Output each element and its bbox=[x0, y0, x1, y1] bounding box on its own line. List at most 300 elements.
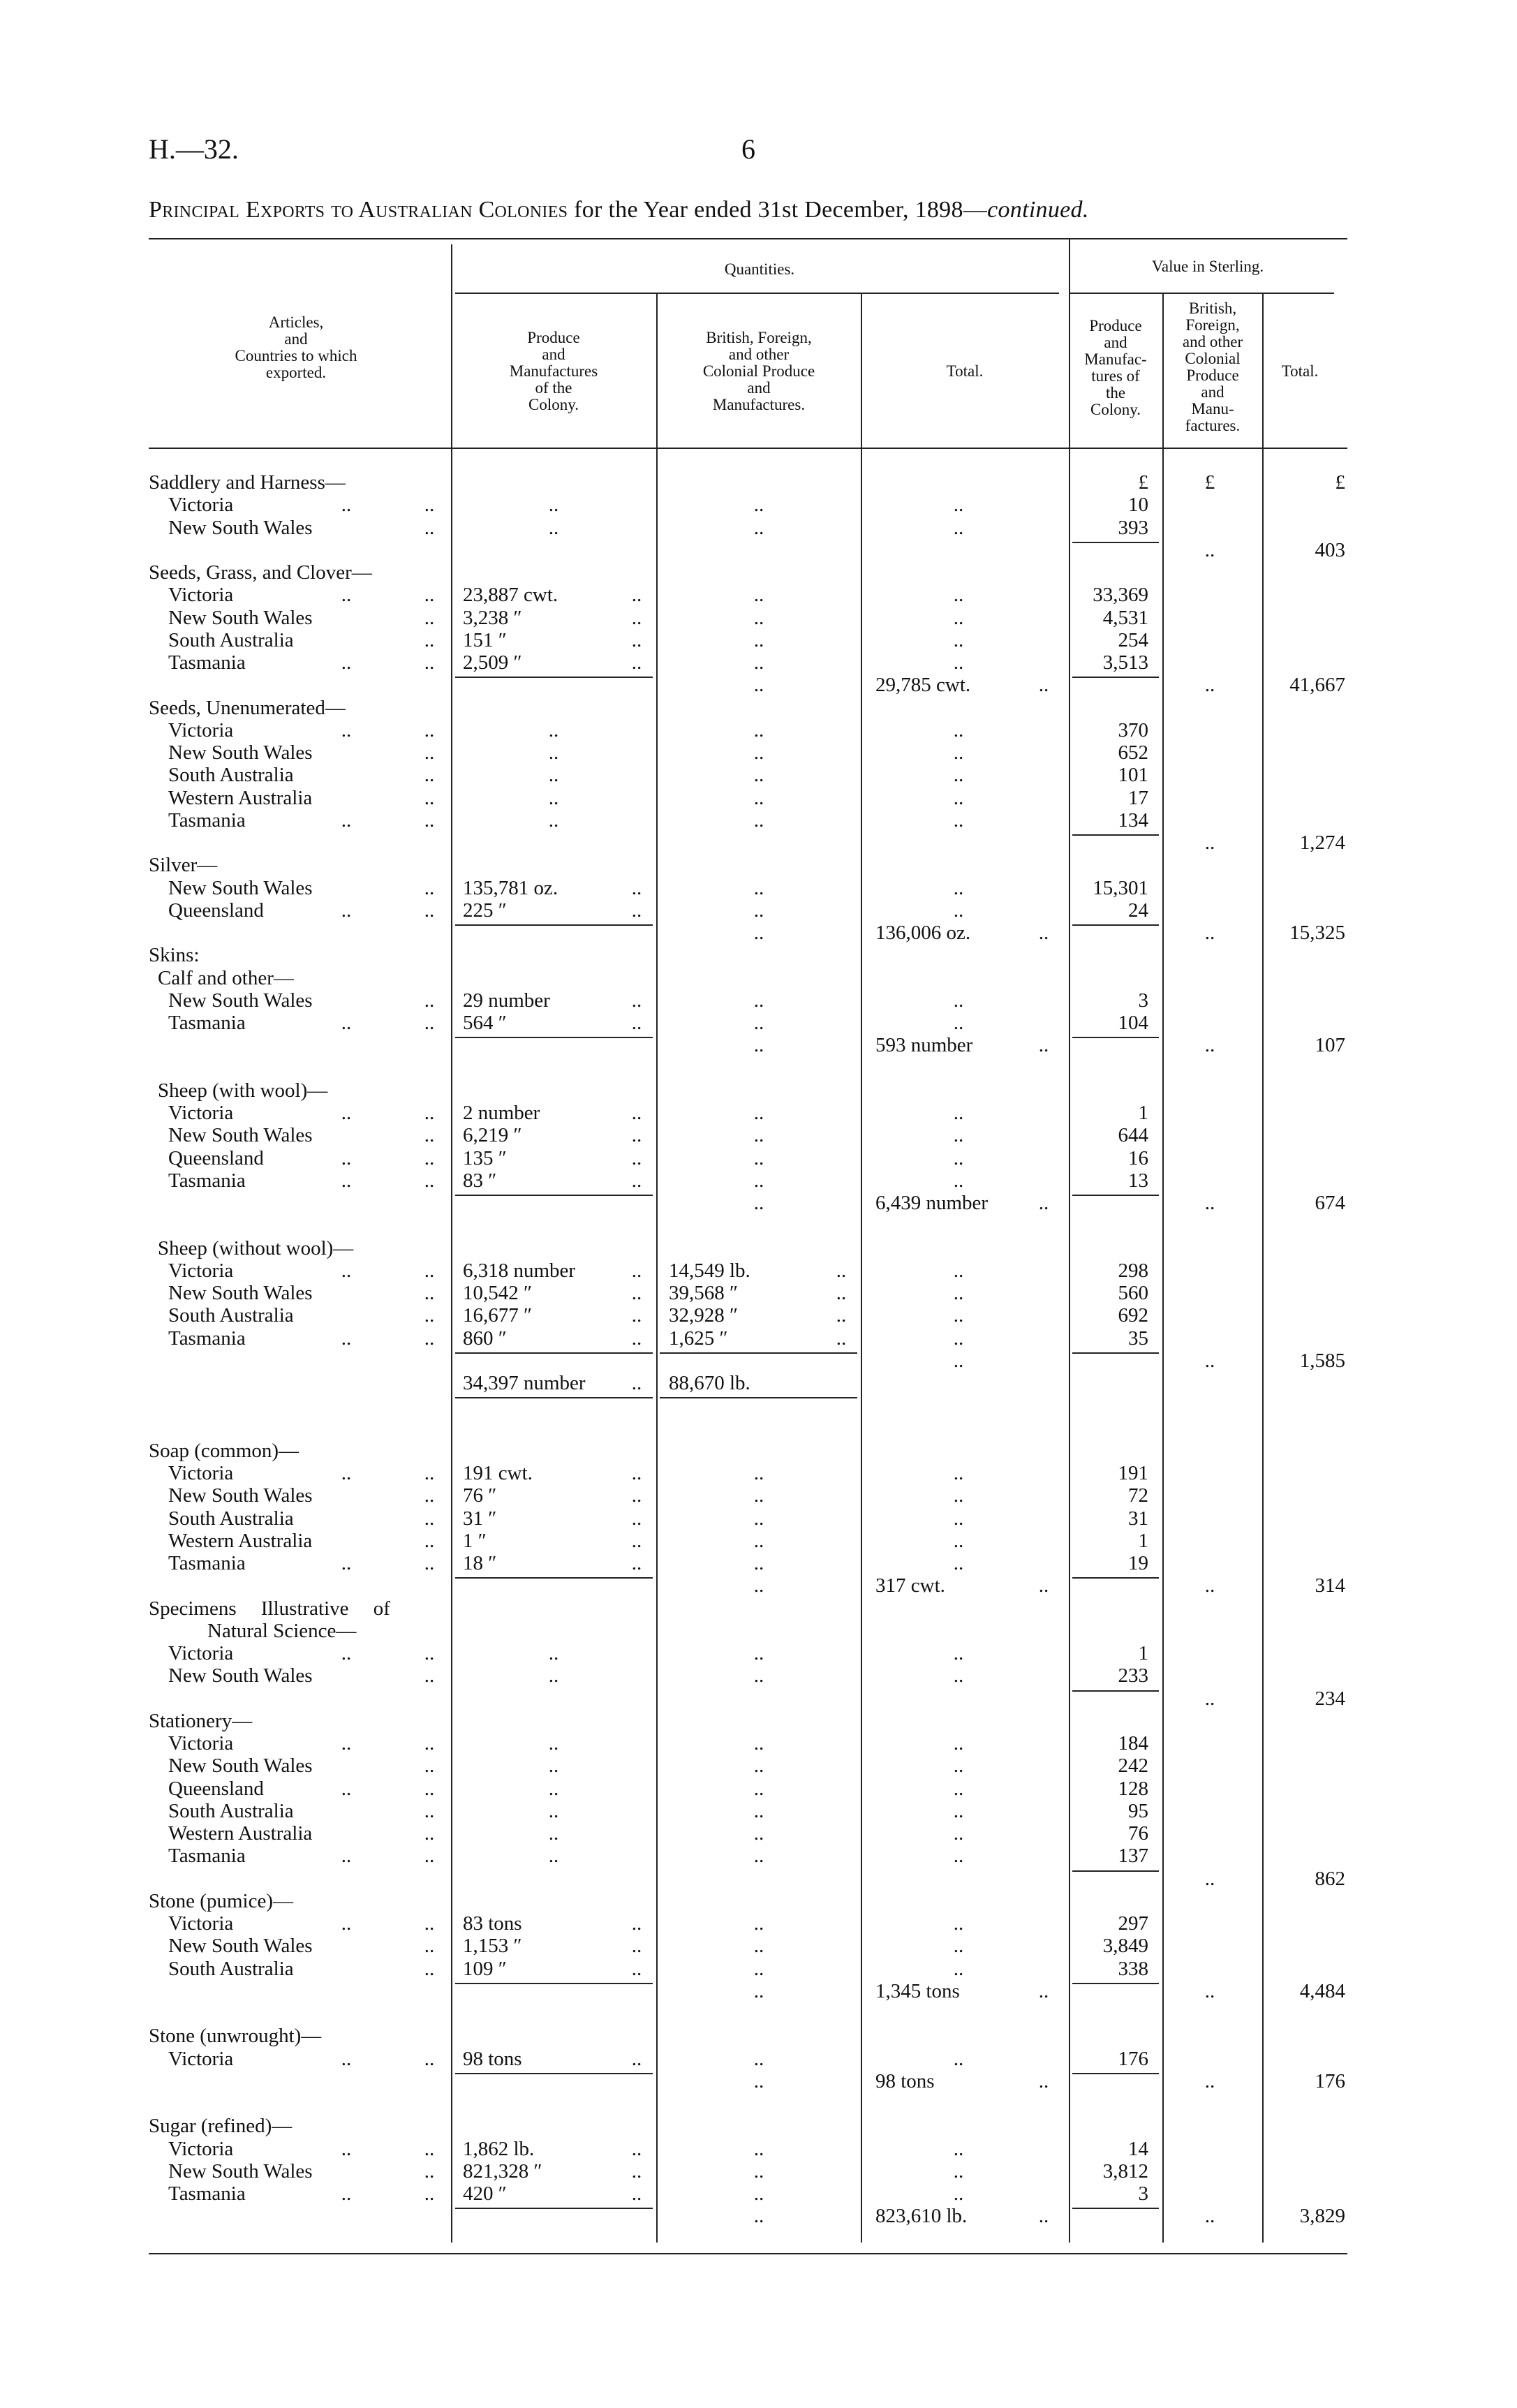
leader-dots: .. bbox=[1038, 1574, 1049, 1597]
leader-dots: .. bbox=[424, 628, 435, 651]
leader-dots: .. bbox=[424, 1146, 435, 1169]
row-label: Soap (common)— bbox=[149, 1439, 299, 1462]
value-produce-cell: 3 bbox=[1138, 2182, 1148, 2205]
value-produce-cell: 176 bbox=[1118, 2047, 1148, 2070]
leader-dots: .. bbox=[341, 1146, 352, 1169]
table-row bbox=[0, 2115, 1517, 2137]
leader-dots: .. bbox=[424, 1484, 435, 1507]
table-row bbox=[0, 1102, 1517, 1124]
leader-dots: .. bbox=[424, 989, 435, 1012]
subtotal-rule bbox=[1072, 834, 1159, 836]
table-row bbox=[0, 854, 1517, 876]
qty-produce-cell: 10,542 ″ bbox=[463, 1282, 533, 1304]
qty-total-cell: .. bbox=[953, 876, 964, 899]
row-label: Western Australia bbox=[168, 1822, 313, 1845]
row-label: Victoria bbox=[168, 1462, 234, 1484]
table-row bbox=[0, 719, 1517, 741]
qty-british-cell: .. bbox=[753, 1169, 764, 1192]
qty-total-cell: .. bbox=[953, 628, 964, 651]
row-label: South Australia bbox=[168, 628, 294, 651]
qty-british-cell: .. bbox=[753, 1845, 764, 1868]
value-produce-cell: 137 bbox=[1118, 1845, 1148, 1868]
leader-dots: .. bbox=[424, 1552, 435, 1574]
table-row bbox=[0, 1124, 1517, 1146]
subtotal-rule bbox=[455, 1037, 653, 1038]
leader-dots: .. bbox=[424, 786, 435, 809]
table-row bbox=[0, 697, 1517, 719]
row-label: New South Wales bbox=[168, 606, 313, 629]
table-row bbox=[0, 809, 1517, 832]
leader-dots: .. bbox=[836, 1259, 847, 1282]
leader-dots: .. bbox=[631, 1282, 642, 1304]
qty-produce-cell: 225 ″ bbox=[463, 899, 507, 922]
qty-british-cell: .. bbox=[753, 1732, 764, 1755]
qty-british-cell: .. bbox=[753, 1102, 764, 1124]
value-british-cell: £ bbox=[1204, 471, 1215, 494]
value-total-cell: 674 bbox=[1315, 1192, 1345, 1214]
subtotal-rule bbox=[1072, 2208, 1159, 2209]
value-british-cell: .. bbox=[1204, 1867, 1215, 1890]
qty-produce-cell: 1 ″ bbox=[463, 1529, 487, 1552]
subtotal-rule bbox=[1072, 2073, 1159, 2074]
row-label: New South Wales bbox=[168, 1935, 313, 1958]
table-row bbox=[0, 1507, 1517, 1530]
table-total-row bbox=[0, 2092, 1517, 2115]
qty-british-cell: .. bbox=[753, 1574, 764, 1597]
row-label: Queensland bbox=[168, 1777, 264, 1800]
table-row bbox=[0, 494, 1517, 516]
leader-dots: .. bbox=[341, 1327, 352, 1350]
leader-dots: .. bbox=[631, 651, 642, 674]
table-row bbox=[0, 1710, 1517, 1732]
qty-total-cell: 317 cwt. bbox=[875, 1574, 945, 1597]
qty-total-cell: .. bbox=[953, 989, 964, 1012]
value-produce-cell: 128 bbox=[1118, 1777, 1148, 1800]
leader-dots: .. bbox=[424, 1777, 435, 1800]
leader-dots: .. bbox=[341, 718, 352, 741]
qty-total-cell: 593 number bbox=[875, 1034, 973, 1057]
qty-total-cell: .. bbox=[953, 1642, 964, 1664]
leader-dots: .. bbox=[1038, 2205, 1049, 2228]
qty-total-cell: .. bbox=[953, 2137, 964, 2160]
row-label: Seeds, Unenumerated— bbox=[149, 696, 346, 719]
leader-dots: .. bbox=[424, 1124, 435, 1147]
qty-produce-cell: 191 cwt. bbox=[463, 1462, 533, 1484]
leader-dots: .. bbox=[341, 1912, 352, 1935]
subtotal-rule bbox=[660, 1352, 857, 1354]
value-produce-cell: 1 bbox=[1138, 1102, 1148, 1124]
row-label: Silver— bbox=[149, 854, 218, 877]
qty-total-cell: .. bbox=[953, 1957, 964, 1980]
qty-british-cell: .. bbox=[753, 1124, 764, 1147]
qty-total-cell: .. bbox=[953, 1732, 964, 1755]
leader-dots: .. bbox=[424, 718, 435, 741]
header-quantities: Quantities. bbox=[724, 260, 795, 278]
qty-british-cell: .. bbox=[753, 1642, 764, 1664]
row-label: Stationery— bbox=[149, 1709, 253, 1732]
leader-dots: .. bbox=[1038, 1034, 1049, 1057]
qty-total-cell: .. bbox=[953, 1935, 964, 1958]
table-total-row bbox=[0, 1350, 1517, 1372]
qty-british-cell: .. bbox=[753, 718, 764, 741]
row-label: Tasmania bbox=[168, 1845, 246, 1868]
value-rule bbox=[1069, 293, 1334, 294]
subtotal-rule bbox=[1072, 677, 1159, 678]
qty-produce-cell: 76 ″ bbox=[463, 1484, 497, 1507]
subtotal-rule bbox=[1072, 1352, 1159, 1354]
table-row bbox=[0, 1890, 1517, 1912]
table-row bbox=[0, 1935, 1517, 1957]
table-total-row bbox=[0, 674, 1517, 696]
qty-total-cell: .. bbox=[953, 1102, 964, 1124]
leader-dots: .. bbox=[341, 584, 352, 607]
table-total-row bbox=[0, 2070, 1517, 2092]
row-label: Victoria bbox=[168, 1642, 234, 1664]
leader-dots: .. bbox=[424, 1012, 435, 1034]
row-label: South Australia bbox=[168, 1957, 294, 1980]
row-label: Victoria bbox=[168, 2137, 234, 2160]
subtotal-rule bbox=[455, 2073, 653, 2074]
table-row bbox=[0, 1260, 1517, 1282]
qty-produce-cell: 420 ″ bbox=[463, 2182, 507, 2205]
qty-british-cell: .. bbox=[753, 1529, 764, 1552]
subtotal-rule bbox=[455, 1983, 653, 1984]
table-row bbox=[0, 1620, 1517, 1642]
row-label: Queensland bbox=[168, 1146, 264, 1169]
row-label: Victoria bbox=[168, 1732, 234, 1755]
qty-produce-cell: 16,677 ″ bbox=[463, 1304, 533, 1327]
qty-total-cell: 136,006 oz. bbox=[875, 922, 971, 944]
row-label: Queensland bbox=[168, 899, 264, 922]
leader-dots: .. bbox=[1038, 2069, 1049, 2092]
qty-produce-cell: 6,318 number bbox=[463, 1259, 576, 1282]
leader-dots: .. bbox=[631, 1529, 642, 1552]
qty-produce-cell: 3,238 ″ bbox=[463, 606, 522, 629]
qty-british-cell: .. bbox=[753, 1957, 764, 1980]
table-row bbox=[0, 2182, 1517, 2205]
table-total-row bbox=[0, 832, 1517, 854]
leader-dots: .. bbox=[424, 1799, 435, 1822]
table-row bbox=[0, 517, 1517, 539]
leader-dots: .. bbox=[424, 1102, 435, 1124]
value-produce-cell: 297 bbox=[1118, 1912, 1148, 1935]
leader-dots: .. bbox=[341, 1845, 352, 1868]
table-row bbox=[0, 1012, 1517, 1034]
leader-dots: .. bbox=[631, 628, 642, 651]
qty-produce-cell: 135 ″ bbox=[463, 1146, 507, 1169]
qty-total-cell: 29,785 cwt. bbox=[875, 674, 971, 697]
row-label: Victoria bbox=[168, 718, 234, 741]
subtotal-rule bbox=[455, 924, 653, 926]
value-total-cell: 15,325 bbox=[1289, 922, 1345, 944]
qty-total-cell: .. bbox=[953, 1664, 964, 1687]
value-british-cell: .. bbox=[1204, 1192, 1215, 1214]
qty-british-cell: .. bbox=[753, 876, 764, 899]
qty-total-cell: .. bbox=[953, 584, 964, 607]
value-produce-cell: 4,531 bbox=[1102, 606, 1148, 629]
table-row bbox=[0, 1237, 1517, 1260]
value-british-cell: .. bbox=[1204, 674, 1215, 697]
leader-dots: .. bbox=[631, 1507, 642, 1530]
leader-dots: .. bbox=[631, 1259, 642, 1282]
leader-dots: .. bbox=[424, 2159, 435, 2182]
qty-produce-cell: .. bbox=[548, 1822, 559, 1845]
row-label: Natural Science— bbox=[207, 1619, 357, 1642]
value-produce-cell: 242 bbox=[1118, 1755, 1148, 1778]
qty-british-cell: .. bbox=[753, 1507, 764, 1530]
leader-dots: .. bbox=[631, 2182, 642, 2205]
qty-total-cell: .. bbox=[953, 1912, 964, 1935]
leader-dots: .. bbox=[631, 1912, 642, 1935]
qty-total-cell: .. bbox=[953, 1169, 964, 1192]
qty-british-cell: .. bbox=[753, 764, 764, 787]
leader-dots: .. bbox=[631, 1146, 642, 1169]
leader-dots: .. bbox=[836, 1327, 847, 1350]
value-total-cell: 1,274 bbox=[1299, 832, 1345, 854]
qty-british-cell: .. bbox=[753, 1822, 764, 1845]
header-qty-total: Total. bbox=[946, 362, 984, 380]
qty-produce-cell: 18 ″ bbox=[463, 1552, 497, 1574]
value-produce-cell: 184 bbox=[1118, 1732, 1148, 1755]
leader-dots: .. bbox=[424, 1259, 435, 1282]
value-produce-cell: 692 bbox=[1118, 1304, 1148, 1327]
leader-dots: .. bbox=[341, 1259, 352, 1282]
qty-total-cell: .. bbox=[953, 899, 964, 922]
table-total-row bbox=[0, 922, 1517, 944]
leader-dots: .. bbox=[631, 1327, 642, 1350]
value-total-cell: 234 bbox=[1315, 1687, 1345, 1710]
leader-dots: .. bbox=[631, 1169, 642, 1192]
leader-dots: .. bbox=[341, 1012, 352, 1034]
table-total-row bbox=[0, 2002, 1517, 2025]
leader-dots: .. bbox=[424, 1822, 435, 1845]
table-row bbox=[0, 1664, 1517, 1687]
table-row bbox=[0, 1822, 1517, 1845]
value-british-cell: .. bbox=[1204, 922, 1215, 944]
subtotal-rule bbox=[1072, 1037, 1159, 1038]
qty-produce-cell: 151 ″ bbox=[463, 628, 507, 651]
leader-dots: .. bbox=[424, 1642, 435, 1664]
table-row bbox=[0, 1912, 1517, 1935]
qty-total-cell: .. bbox=[953, 1799, 964, 1822]
leader-dots: .. bbox=[341, 1732, 352, 1755]
leader-dots: .. bbox=[341, 1777, 352, 1800]
qty-total-cell: .. bbox=[953, 764, 964, 787]
page-number: 6 bbox=[741, 133, 755, 165]
header-qty-produce: Produce and Manufactures of the Colony. bbox=[509, 329, 598, 413]
qty-produce-cell: .. bbox=[548, 1845, 559, 1868]
value-british-cell: .. bbox=[1204, 1034, 1215, 1057]
qty-total-cell: .. bbox=[953, 1012, 964, 1034]
qty-total-cell: .. bbox=[953, 718, 964, 741]
leader-dots: .. bbox=[424, 1507, 435, 1530]
value-british-cell: .. bbox=[1204, 1979, 1215, 2002]
table-row bbox=[0, 2160, 1517, 2182]
value-produce-cell: 24 bbox=[1128, 899, 1148, 922]
leader-dots: .. bbox=[836, 1304, 847, 1327]
table-row bbox=[0, 877, 1517, 899]
leader-dots: .. bbox=[341, 808, 352, 832]
qty-total-cell: .. bbox=[953, 808, 964, 832]
value-produce-cell: 33,369 bbox=[1093, 584, 1148, 607]
value-produce-cell: 72 bbox=[1128, 1484, 1148, 1507]
table-row bbox=[0, 2138, 1517, 2160]
header-qty-british: British, Foreign, and other Colonial Produce and Manufactures. bbox=[702, 329, 815, 413]
subtotal-rule bbox=[660, 1397, 857, 1398]
qty-british-cell: .. bbox=[753, 2159, 764, 2182]
row-label: South Australia bbox=[168, 764, 294, 787]
qty-produce-cell: .. bbox=[548, 808, 559, 832]
row-label: Victoria bbox=[168, 1259, 234, 1282]
leader-dots: .. bbox=[341, 494, 352, 517]
value-produce-cell: 31 bbox=[1128, 1507, 1148, 1530]
table-row bbox=[0, 741, 1517, 764]
table-row bbox=[0, 1552, 1517, 1574]
qty-total-cell: .. bbox=[953, 1529, 964, 1552]
leader-dots: .. bbox=[341, 1169, 352, 1192]
leader-dots: .. bbox=[424, 1462, 435, 1484]
value-produce-cell: 3 bbox=[1138, 989, 1148, 1012]
qty-produce-cell: .. bbox=[548, 764, 559, 787]
leader-dots: .. bbox=[424, 2047, 435, 2070]
header-bottom-rule bbox=[149, 448, 1347, 449]
value-produce-cell: 370 bbox=[1118, 718, 1148, 741]
subtotal-rule bbox=[1072, 542, 1159, 543]
qty-british-cell: .. bbox=[753, 1484, 764, 1507]
leader-dots: .. bbox=[631, 1124, 642, 1147]
value-total-cell: £ bbox=[1335, 471, 1345, 494]
qty-total-cell: .. bbox=[953, 1462, 964, 1484]
value-total-cell: 3,829 bbox=[1299, 2205, 1345, 2228]
table-row bbox=[0, 1597, 1517, 1620]
row-label: New South Wales bbox=[168, 989, 313, 1012]
leader-dots: .. bbox=[424, 876, 435, 899]
value-total-cell: 314 bbox=[1315, 1574, 1345, 1597]
qty-british-cell: .. bbox=[753, 1552, 764, 1574]
qty-produce-cell: 109 ″ bbox=[463, 1957, 507, 1980]
table-total-row bbox=[0, 1687, 1517, 1710]
value-produce-cell: 3,513 bbox=[1102, 651, 1148, 674]
table-row bbox=[0, 1169, 1517, 1192]
table-row bbox=[0, 471, 1517, 494]
table-row bbox=[0, 1800, 1517, 1822]
value-produce-cell: 254 bbox=[1118, 628, 1148, 651]
qty-produce-cell: .. bbox=[548, 1732, 559, 1755]
row-label: Calf and other— bbox=[158, 966, 294, 989]
qty-total-cell: .. bbox=[953, 741, 964, 764]
value-british-cell: .. bbox=[1204, 832, 1215, 854]
row-label: New South Wales bbox=[168, 1664, 313, 1687]
qty-produce-cell: 135,781 oz. bbox=[463, 876, 558, 899]
table-row bbox=[0, 764, 1517, 786]
row-label: Sheep (without wool)— bbox=[158, 1236, 354, 1260]
row-label: Tasmania bbox=[168, 651, 246, 674]
table-row bbox=[0, 1079, 1517, 1102]
leader-dots: .. bbox=[341, 1102, 352, 1124]
leader-dots: .. bbox=[424, 1664, 435, 1687]
table-row bbox=[0, 629, 1517, 651]
row-label: South Australia bbox=[168, 1507, 294, 1530]
qty-total-cell: 1,345 tons bbox=[875, 1979, 960, 2002]
qty-produce-cell: 34,397 number bbox=[463, 1372, 586, 1394]
leader-dots: .. bbox=[341, 899, 352, 922]
leader-dots: .. bbox=[631, 1012, 642, 1034]
row-label: South Australia bbox=[168, 1799, 294, 1822]
title-rest: for the Year ended 31st December, 1898— bbox=[568, 197, 988, 223]
table-row bbox=[0, 1484, 1517, 1507]
value-produce-cell: 560 bbox=[1118, 1282, 1148, 1304]
qty-produce-cell: 2,509 ″ bbox=[463, 651, 522, 674]
value-produce-cell: 14 bbox=[1128, 2137, 1148, 2160]
qty-total-cell: .. bbox=[953, 606, 964, 629]
value-produce-cell: 191 bbox=[1118, 1462, 1148, 1484]
title-main: Principal Exports to Australian Colonies bbox=[149, 197, 568, 223]
table-total-row bbox=[0, 539, 1517, 561]
row-label: Seeds, Grass, and Clover— bbox=[149, 561, 372, 584]
value-produce-cell: 393 bbox=[1118, 516, 1148, 539]
row-label: Stone (pumice)— bbox=[149, 1889, 293, 1912]
qty-produce-cell: .. bbox=[548, 741, 559, 764]
table-row bbox=[0, 787, 1517, 809]
value-produce-cell: 17 bbox=[1128, 786, 1148, 809]
leader-dots: .. bbox=[631, 2047, 642, 2070]
value-produce-cell: 652 bbox=[1118, 741, 1148, 764]
qty-british-cell: .. bbox=[753, 628, 764, 651]
table-row bbox=[0, 1958, 1517, 1980]
leader-dots: .. bbox=[424, 1957, 435, 1980]
subtotal-rule bbox=[455, 1577, 653, 1579]
leader-dots: .. bbox=[424, 1755, 435, 1778]
leader-dots: .. bbox=[424, 1304, 435, 1327]
row-label: New South Wales bbox=[168, 1124, 313, 1147]
qty-total-cell: .. bbox=[953, 1282, 964, 1304]
qty-total-cell: .. bbox=[953, 1552, 964, 1574]
row-label: Specimens Illustrative of bbox=[149, 1597, 390, 1620]
table-total-row bbox=[0, 1214, 1517, 1236]
qty-british-cell: .. bbox=[753, 786, 764, 809]
qty-total-cell: .. bbox=[953, 651, 964, 674]
table-row bbox=[0, 1327, 1517, 1350]
leader-dots: .. bbox=[631, 1552, 642, 1574]
leader-dots: .. bbox=[631, 899, 642, 922]
table-total-row bbox=[0, 1372, 1517, 1394]
row-label: Victoria bbox=[168, 584, 234, 607]
subtotal-rule bbox=[1072, 1690, 1159, 1692]
value-produce-cell: 104 bbox=[1118, 1012, 1148, 1034]
leader-dots: .. bbox=[836, 1282, 847, 1304]
value-produce-cell: 76 bbox=[1128, 1822, 1148, 1845]
table-row bbox=[0, 1147, 1517, 1169]
qty-produce-cell: 23,887 cwt. bbox=[463, 584, 558, 607]
qty-produce-cell: 2 number bbox=[463, 1102, 540, 1124]
qty-total-cell: 6,439 number bbox=[875, 1192, 989, 1214]
qty-total-cell: .. bbox=[953, 1259, 964, 1282]
value-british-cell: .. bbox=[1204, 1574, 1215, 1597]
qty-british-cell: 14,549 lb. bbox=[669, 1259, 750, 1282]
qty-british-cell: .. bbox=[753, 2137, 764, 2160]
value-produce-cell: 233 bbox=[1118, 1664, 1148, 1687]
qty-british-subtotal: 88,670 lb. bbox=[669, 1372, 750, 1394]
row-label: Victoria bbox=[168, 1912, 234, 1935]
leader-dots: .. bbox=[341, 2137, 352, 2160]
qty-total-cell: .. bbox=[953, 494, 964, 517]
row-label: New South Wales bbox=[168, 1755, 313, 1778]
qty-produce-cell: 1,153 ″ bbox=[463, 1935, 522, 1958]
header-val-british: British, Foreign, and other Colonial Produce and Manu- factures. bbox=[1182, 300, 1243, 434]
qty-british-cell: .. bbox=[753, 651, 764, 674]
qty-total-cell: .. bbox=[953, 516, 964, 539]
qty-produce-cell: 98 tons bbox=[463, 2047, 522, 2070]
